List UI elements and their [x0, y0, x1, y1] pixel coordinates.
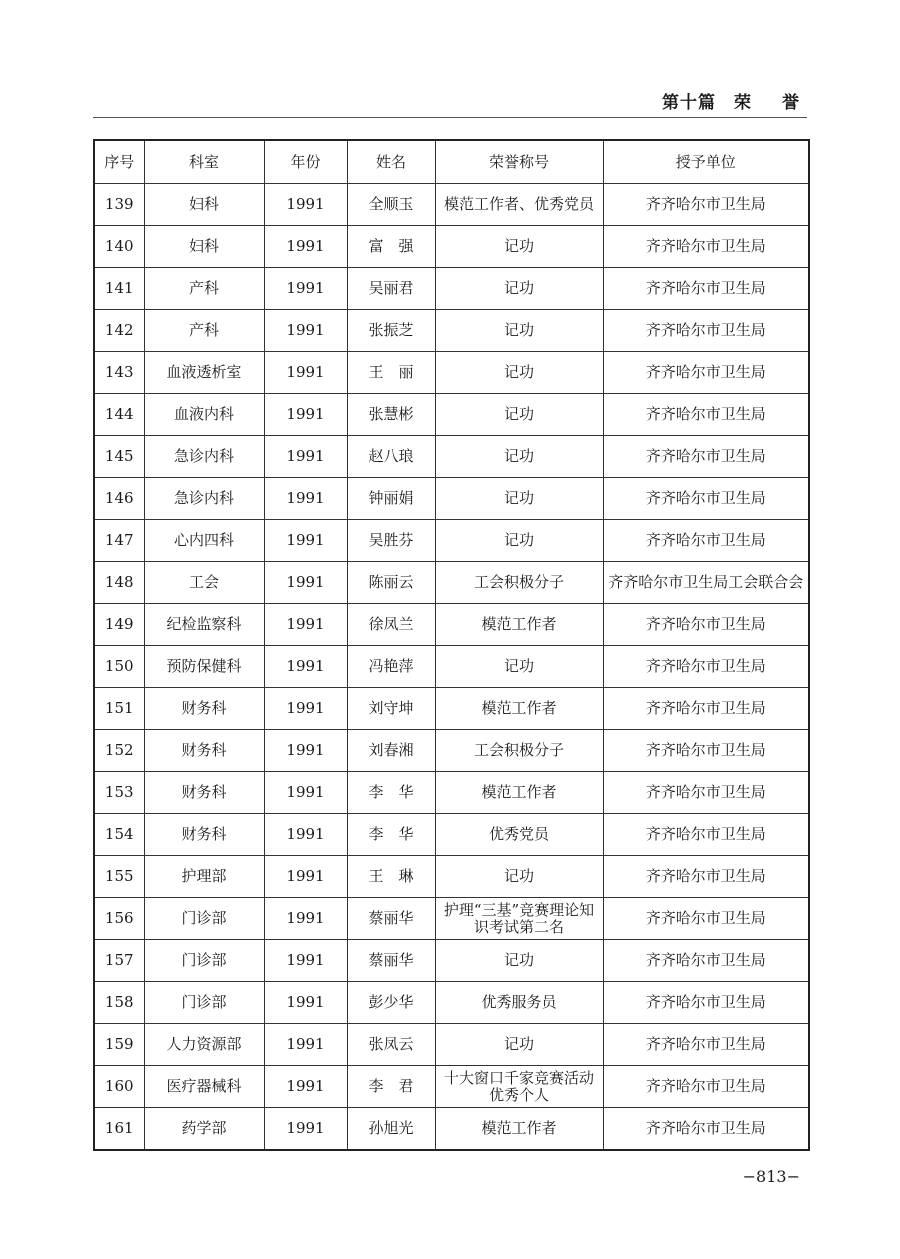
table-row: [94, 1066, 809, 1108]
header-rule: [93, 117, 807, 118]
cell-name: 张慧彬: [347, 394, 435, 436]
cell-honor-title: 记功: [435, 268, 603, 310]
cell-name: 蔡丽华: [347, 940, 435, 982]
cell-index: 147: [94, 520, 144, 562]
cell-name: 张凤云: [347, 1024, 435, 1066]
cell-department: 急诊内科: [144, 436, 264, 478]
cell-department: 妇科: [144, 184, 264, 226]
cell-awarding-unit: 齐齐哈尔市卫生局: [603, 1066, 809, 1108]
cell-year: 1991: [264, 352, 347, 394]
cell-year: 1991: [264, 814, 347, 856]
cell-name: 吴丽君: [347, 268, 435, 310]
cell-name: 徐凤兰: [347, 604, 435, 646]
cell-department: 门诊部: [144, 982, 264, 1024]
cell-name: 张振芝: [347, 310, 435, 352]
cell-year: 1991: [264, 226, 347, 268]
cell-year: 1991: [264, 478, 347, 520]
col-header-name: 姓名: [347, 140, 435, 184]
table-row: [94, 394, 809, 436]
section-title-char-2: 誉: [782, 93, 800, 113]
cell-name: 孙旭光: [347, 1108, 435, 1151]
cell-department: 财务科: [144, 730, 264, 772]
table-row: [94, 856, 809, 898]
table-row: [94, 1108, 809, 1151]
table-row: [94, 688, 809, 730]
cell-awarding-unit: 齐齐哈尔市卫生局: [603, 730, 809, 772]
cell-awarding-unit: 齐齐哈尔市卫生局: [603, 898, 809, 940]
cell-name: 彭少华: [347, 982, 435, 1024]
cell-year: 1991: [264, 604, 347, 646]
cell-honor-title: 记功: [435, 226, 603, 268]
cell-index: 152: [94, 730, 144, 772]
cell-year: 1991: [264, 520, 347, 562]
table-row: [94, 772, 809, 814]
cell-name: 全顺玉: [347, 184, 435, 226]
cell-name: 富 强: [347, 226, 435, 268]
cell-index: 148: [94, 562, 144, 604]
table-row: [94, 478, 809, 520]
cell-name: 王 丽: [347, 352, 435, 394]
cell-index: 161: [94, 1108, 144, 1151]
cell-department: 护理部: [144, 856, 264, 898]
col-header-year: 年份: [264, 140, 347, 184]
cell-year: 1991: [264, 1066, 347, 1108]
cell-department: 心内四科: [144, 520, 264, 562]
cell-year: 1991: [264, 898, 347, 940]
page-number: −813−: [742, 1167, 800, 1186]
col-header-index: 序号: [94, 140, 144, 184]
cell-honor-title: 工会积极分子: [435, 562, 603, 604]
cell-name: 李 华: [347, 772, 435, 814]
cell-honor-title: 记功: [435, 520, 603, 562]
cell-name: 蔡丽华: [347, 898, 435, 940]
cell-department: 预防保健科: [144, 646, 264, 688]
cell-index: 150: [94, 646, 144, 688]
cell-honor-title: 十大窗口千家竞赛活动优秀个人: [435, 1066, 603, 1108]
cell-awarding-unit: 齐齐哈尔市卫生局: [603, 436, 809, 478]
cell-awarding-unit: 齐齐哈尔市卫生局: [603, 268, 809, 310]
table-row: [94, 226, 809, 268]
cell-department: 产科: [144, 310, 264, 352]
cell-honor-title: 模范工作者、优秀党员: [435, 184, 603, 226]
cell-awarding-unit: 齐齐哈尔市卫生局工会联合会: [603, 562, 809, 604]
cell-honor-title: 记功: [435, 646, 603, 688]
cell-year: 1991: [264, 394, 347, 436]
col-header-awarding-unit: 授予单位: [603, 140, 809, 184]
cell-honor-title: 模范工作者: [435, 772, 603, 814]
cell-awarding-unit: 齐齐哈尔市卫生局: [603, 1108, 809, 1151]
table-row: [94, 352, 809, 394]
cell-honor-title: 记功: [435, 394, 603, 436]
cell-awarding-unit: 齐齐哈尔市卫生局: [603, 688, 809, 730]
cell-index: 160: [94, 1066, 144, 1108]
cell-index: 142: [94, 310, 144, 352]
cell-department: 血液内科: [144, 394, 264, 436]
cell-name: 冯艳萍: [347, 646, 435, 688]
cell-honor-title: 优秀服务员: [435, 982, 603, 1024]
cell-awarding-unit: 齐齐哈尔市卫生局: [603, 478, 809, 520]
cell-year: 1991: [264, 268, 347, 310]
cell-honor-title: 记功: [435, 856, 603, 898]
cell-index: 154: [94, 814, 144, 856]
table-header-row: [94, 140, 809, 184]
cell-department: 妇科: [144, 226, 264, 268]
cell-index: 156: [94, 898, 144, 940]
cell-department: 血液透析室: [144, 352, 264, 394]
cell-name: 王 琳: [347, 856, 435, 898]
cell-index: 153: [94, 772, 144, 814]
honors-table: [93, 139, 810, 1151]
table-body: [94, 184, 809, 1151]
cell-department: 门诊部: [144, 898, 264, 940]
cell-index: 139: [94, 184, 144, 226]
cell-awarding-unit: 齐齐哈尔市卫生局: [603, 352, 809, 394]
chapter-label: 第十篇: [662, 93, 716, 113]
cell-year: 1991: [264, 688, 347, 730]
cell-year: 1991: [264, 772, 347, 814]
table-row: [94, 184, 809, 226]
cell-department: 财务科: [144, 772, 264, 814]
cell-awarding-unit: 齐齐哈尔市卫生局: [603, 226, 809, 268]
cell-index: 158: [94, 982, 144, 1024]
cell-awarding-unit: 齐齐哈尔市卫生局: [603, 856, 809, 898]
table-row: [94, 604, 809, 646]
cell-name: 赵八琅: [347, 436, 435, 478]
cell-year: 1991: [264, 436, 347, 478]
cell-awarding-unit: 齐齐哈尔市卫生局: [603, 772, 809, 814]
cell-honor-title: 记功: [435, 478, 603, 520]
cell-index: 157: [94, 940, 144, 982]
cell-awarding-unit: 齐齐哈尔市卫生局: [603, 310, 809, 352]
cell-awarding-unit: 齐齐哈尔市卫生局: [603, 646, 809, 688]
cell-awarding-unit: 齐齐哈尔市卫生局: [603, 982, 809, 1024]
cell-index: 140: [94, 226, 144, 268]
cell-index: 143: [94, 352, 144, 394]
table-row: [94, 310, 809, 352]
cell-index: 146: [94, 478, 144, 520]
table-row: [94, 814, 809, 856]
cell-awarding-unit: 齐齐哈尔市卫生局: [603, 940, 809, 982]
cell-department: 急诊内科: [144, 478, 264, 520]
cell-year: 1991: [264, 982, 347, 1024]
cell-honor-title: 记功: [435, 436, 603, 478]
cell-department: 门诊部: [144, 940, 264, 982]
cell-honor-title: 记功: [435, 310, 603, 352]
cell-index: 159: [94, 1024, 144, 1066]
cell-awarding-unit: 齐齐哈尔市卫生局: [603, 520, 809, 562]
cell-index: 149: [94, 604, 144, 646]
cell-year: 1991: [264, 730, 347, 772]
cell-awarding-unit: 齐齐哈尔市卫生局: [603, 814, 809, 856]
cell-department: 纪检监察科: [144, 604, 264, 646]
cell-name: 刘春湘: [347, 730, 435, 772]
cell-department: 产科: [144, 268, 264, 310]
cell-index: 141: [94, 268, 144, 310]
col-header-honor-title: 荣誉称号: [435, 140, 603, 184]
cell-year: 1991: [264, 940, 347, 982]
cell-honor-title: 记功: [435, 352, 603, 394]
table-row: [94, 646, 809, 688]
cell-index: 144: [94, 394, 144, 436]
cell-year: 1991: [264, 646, 347, 688]
cell-honor-title: 模范工作者: [435, 1108, 603, 1151]
cell-awarding-unit: 齐齐哈尔市卫生局: [603, 184, 809, 226]
cell-department: 工会: [144, 562, 264, 604]
cell-department: 人力资源部: [144, 1024, 264, 1066]
table-row: [94, 730, 809, 772]
cell-honor-title: 模范工作者: [435, 604, 603, 646]
cell-name: 李 华: [347, 814, 435, 856]
section-title-char-1: 荣: [734, 93, 752, 113]
cell-year: 1991: [264, 184, 347, 226]
table-row: [94, 268, 809, 310]
cell-honor-title: 工会积极分子: [435, 730, 603, 772]
cell-name: 钟丽娟: [347, 478, 435, 520]
cell-honor-title: 记功: [435, 940, 603, 982]
table-row: [94, 436, 809, 478]
cell-year: 1991: [264, 562, 347, 604]
cell-name: 陈丽云: [347, 562, 435, 604]
table-row: [94, 898, 809, 940]
cell-index: 155: [94, 856, 144, 898]
cell-awarding-unit: 齐齐哈尔市卫生局: [603, 1024, 809, 1066]
cell-year: 1991: [264, 1108, 347, 1151]
cell-year: 1991: [264, 1024, 347, 1066]
cell-name: 李 君: [347, 1066, 435, 1108]
table-row: [94, 1024, 809, 1066]
col-header-department: 科室: [144, 140, 264, 184]
cell-awarding-unit: 齐齐哈尔市卫生局: [603, 604, 809, 646]
cell-honor-title: 记功: [435, 1024, 603, 1066]
cell-year: 1991: [264, 310, 347, 352]
cell-index: 151: [94, 688, 144, 730]
cell-honor-title: 护理“三基”竞赛理论知识考试第二名: [435, 898, 603, 940]
cell-honor-title: 模范工作者: [435, 688, 603, 730]
cell-awarding-unit: 齐齐哈尔市卫生局: [603, 394, 809, 436]
table-row: [94, 982, 809, 1024]
table-row: [94, 520, 809, 562]
cell-department: 财务科: [144, 814, 264, 856]
cell-department: 财务科: [144, 688, 264, 730]
table-row: [94, 940, 809, 982]
cell-name: 吴胜芬: [347, 520, 435, 562]
cell-name: 刘守坤: [347, 688, 435, 730]
cell-honor-title: 优秀党员: [435, 814, 603, 856]
running-header: [662, 88, 800, 113]
table-row: [94, 562, 809, 604]
cell-department: 药学部: [144, 1108, 264, 1151]
cell-index: 145: [94, 436, 144, 478]
cell-year: 1991: [264, 856, 347, 898]
cell-department: 医疗器械科: [144, 1066, 264, 1108]
